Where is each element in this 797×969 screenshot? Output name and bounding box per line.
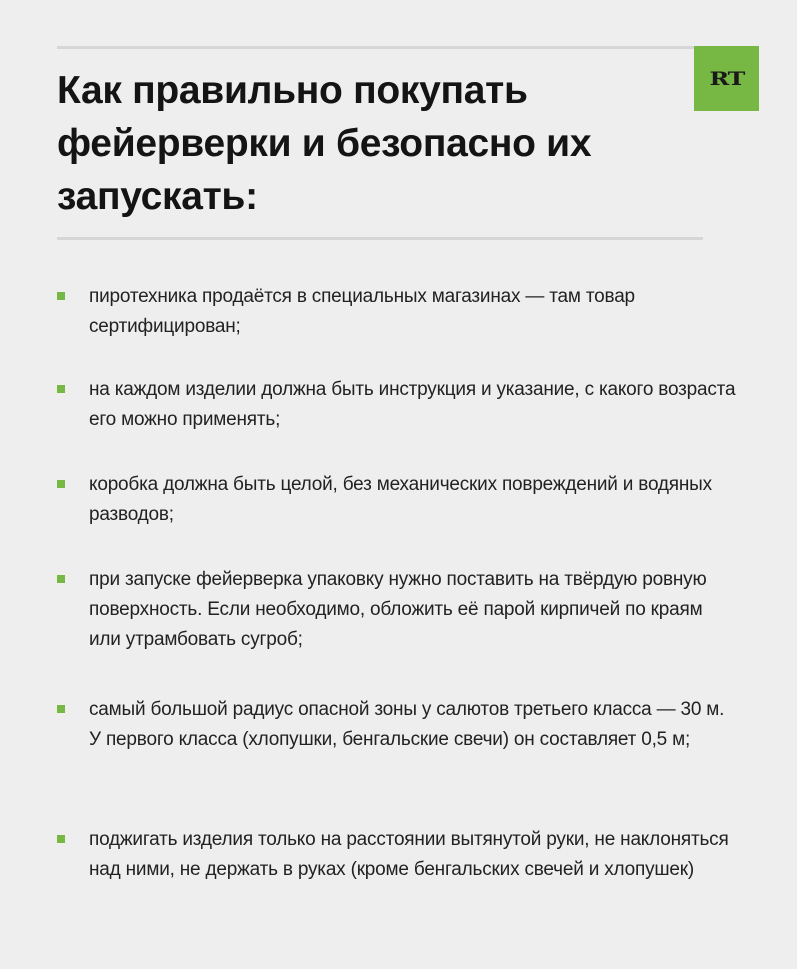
square-bullet-icon — [57, 292, 65, 300]
square-bullet-icon — [57, 480, 65, 488]
tip-item — [57, 825, 737, 885]
square-bullet-icon — [57, 385, 65, 393]
tip-text: на каждом изделии должна быть инструкция и указание, с какого возраста его можно применять; — [89, 379, 736, 430]
tip-item — [57, 695, 737, 755]
tip-item — [57, 470, 737, 530]
square-bullet-icon — [57, 705, 65, 713]
square-bullet-icon — [57, 835, 65, 843]
top-divider — [57, 46, 703, 49]
rt-logo-text: RT — [709, 67, 744, 90]
tip-item — [57, 282, 737, 342]
tip-text: при запуске фейерверка упаковку нужно поставить на твёрдую ровную поверхность. Если необходимо, обложить её парой кирпичей по краям или утрамбовать сугроб; — [89, 569, 707, 650]
tip-text: пиротехника продаётся в специальных магазинах — там товар сертифицирован; — [89, 286, 635, 337]
tip-text: коробка должна быть целой, без механических повреждений и водяных разводов; — [89, 474, 712, 525]
tip-item — [57, 375, 737, 435]
tip-text: самый большой радиус опасной зоны у салютов третьего класса — 30 м. У первого класса (хлопушки, бенгальские свечи) он составляет 0,5 м; — [89, 699, 725, 750]
square-bullet-icon — [57, 575, 65, 583]
tip-text: поджигать изделия только на расстоянии вытянутой руки, не наклоняться над ними, не держать в руках (кроме бенгальских свечей и хлопушек) — [89, 829, 729, 880]
rt-logo — [694, 46, 759, 111]
tip-item — [57, 565, 737, 655]
page-title: Как правильно покупать фейерверки и безопасно их запускать: — [57, 69, 592, 218]
title-divider — [57, 237, 703, 240]
